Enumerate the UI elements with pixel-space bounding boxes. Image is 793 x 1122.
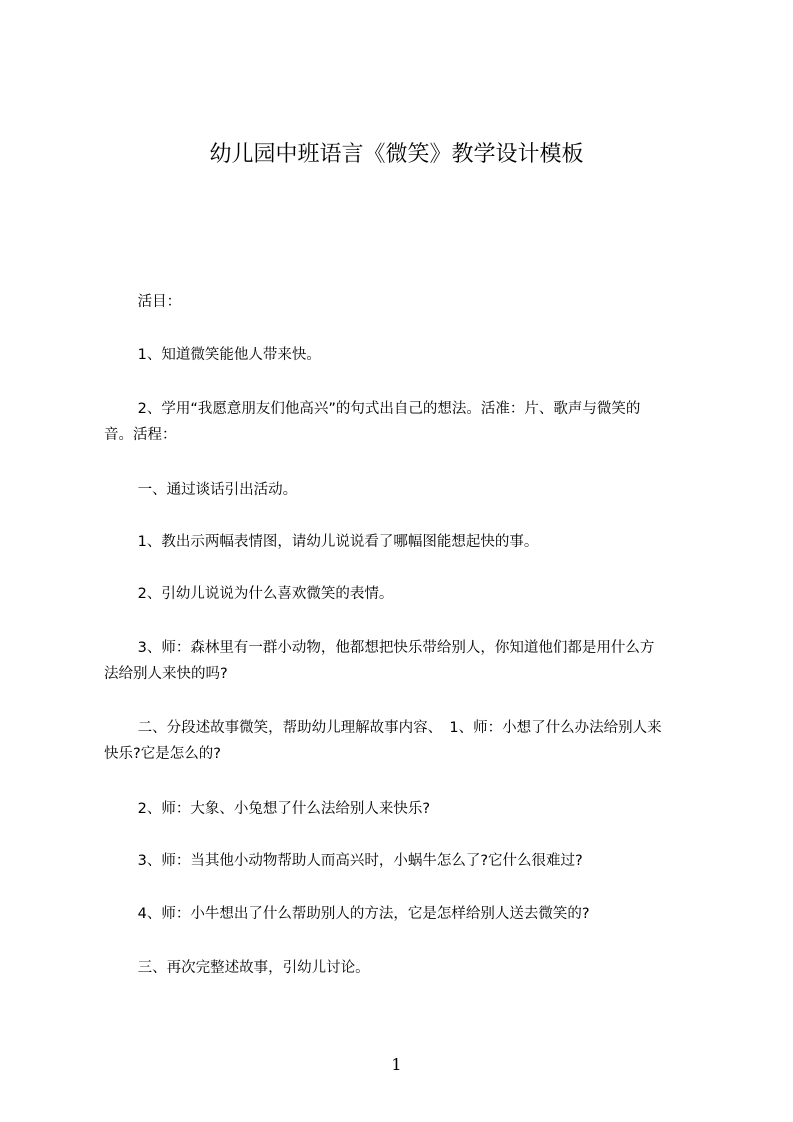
paragraph (104, 342, 712, 368)
paragraph-line: 音。活程： (104, 427, 177, 443)
paragraph (104, 715, 712, 767)
paragraph-line: 1、知道微笑能他人带来快。 (104, 347, 321, 363)
paragraph-line: 活目： (104, 294, 182, 310)
paragraph-line: 2、师：大象、小兔想了什么法给别人来快乐? (104, 801, 431, 817)
paragraph-line: 3、师：森林里有一群小动物，他都想把快乐带给别人，你知道他们都是用什么方 (104, 640, 655, 656)
paragraph-line: 法给别人来快的吗? (104, 666, 228, 682)
paragraph (104, 581, 712, 607)
paragraph-line: 1、教出示两幅表情图，请幼儿说说看了哪幅图能想起快的事。 (104, 534, 539, 550)
paragraph-line: 4、师：小牛想出了什么帮助别人的方法，它是怎样给别人送去微笑的? (104, 906, 590, 922)
paragraph (104, 796, 712, 822)
paragraph-line: 3、师：当其他小动物帮助人而高兴时，小蜗牛怎么了?它什么很难过? (104, 853, 583, 869)
paragraph-line: 二、分段述故事微笑，帮助幼儿理解故事内容、 1、师：小想了什么办法给别人来 (104, 720, 662, 736)
paragraph-line: 2、引幼儿说说为什么喜欢微笑的表情。 (104, 586, 394, 602)
paragraph (104, 477, 712, 503)
paragraph (104, 901, 712, 927)
paragraph (104, 955, 712, 981)
paragraph-line: 一、通过谈话引出活动。 (104, 482, 298, 498)
paragraph-line: 三、再次完整述故事，引幼儿讨论。 (104, 960, 370, 976)
paragraph (104, 848, 712, 874)
paragraph (104, 635, 712, 687)
paragraph (104, 396, 712, 448)
paragraph-line: 快乐?它是怎么的? (104, 746, 221, 762)
paragraph (104, 529, 712, 555)
paragraph-line: 2、学用“我愿意朋友们他高兴”的句式出自己的想法。活准：片、歌声与微笑的 (104, 401, 641, 417)
document-title: 幼儿园中班语言《微笑》教学设计模板 (209, 142, 584, 167)
paragraph (104, 289, 712, 315)
page-number: 1 (391, 1055, 402, 1074)
